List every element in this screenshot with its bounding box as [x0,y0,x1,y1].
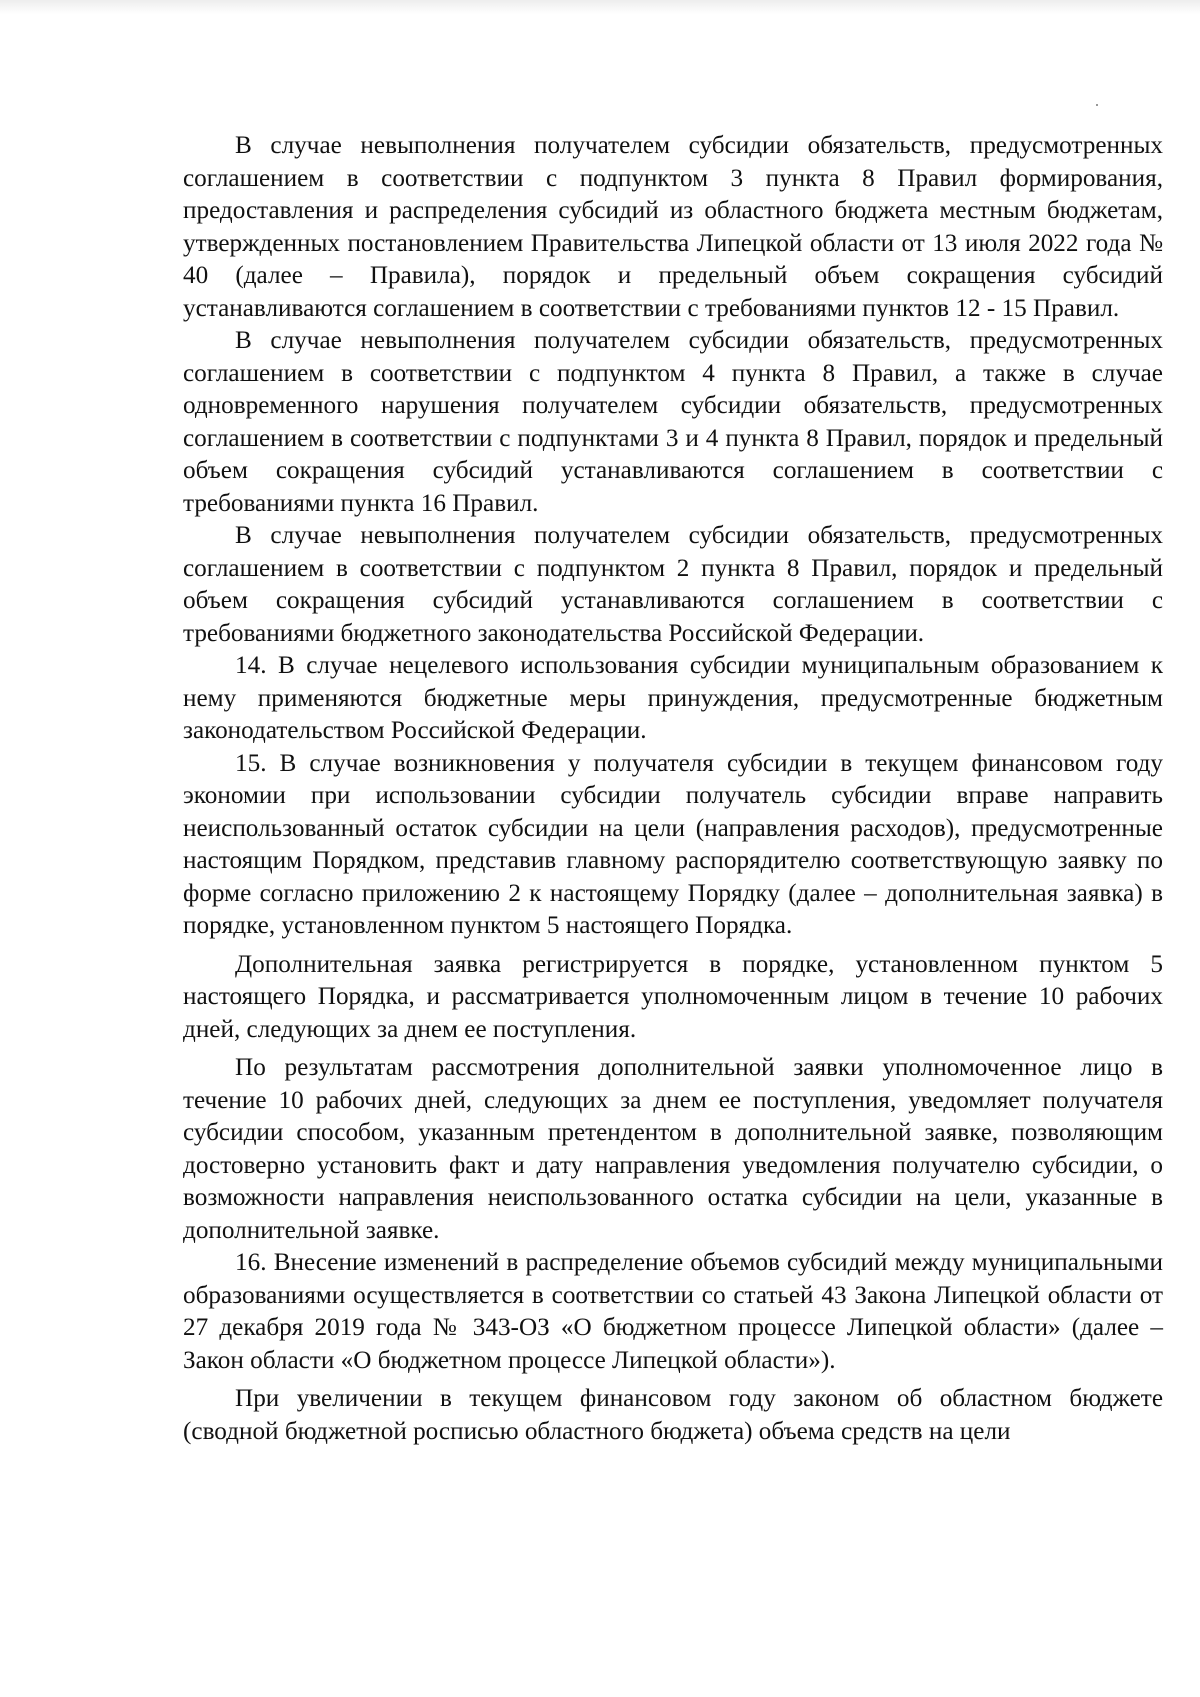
scan-speck [1096,104,1098,106]
paragraph-15: 15. В случае возникновения у получателя субсидии в текущем финансовом году экономии при использовании субсидии получатель субсидии вправе направить неиспользованный остаток субсидии на цели (направления расходов), предусмотренные настоящим Порядком, представив главному распорядителю соответствующую заявку по форме согласно приложению 2 к настоящему Порядку (далее – дополнительная заявка) в порядке, установленном пунктом 5 настоящего Порядка. [183,749,1163,939]
scan-top-edge [0,0,1200,14]
paragraph-14: 14. В случае нецелевого использования субсидии муниципальным образованием к нему применяются бюджетные меры принуждения, предусмотренные бюджетным законодательством Российской Федерации. [183,652,1163,744]
document-page [183,130,1163,1448]
paragraph-15-review-result: По результатам рассмотрения дополнительной заявки уполномоченное лицо в течение 10 рабочих дней, следующих за днем ее поступления, уведомляет получателя субсидии способом, указанным претендентом в дополнительной заявке, позволяющим достоверно установить факт и дату направления уведомления получателю субсидии, о возможности направления неиспользованного остатка субсидии на цели, указанные в дополнительной заявке. [183,1054,1163,1244]
paragraph-16: 16. Внесение изменений в распределение объемов субсидий между муниципальными образованиями осуществляется в соответствии со статьей 43 Закона Липецкой области от 27 декабря 2019 года № 343-ОЗ «О бюджетном процессе Липецкой области» (далее – Закон области «О бюджетном процессе Липецкой области»). [183,1249,1163,1374]
paragraph-15-registration: Дополнительная заявка регистрируется в порядке, установленном пунктом 5 настоящего Порядка, и рассматривается уполномоченным лицом в течение 10 рабочих дней, следующих за днем ее поступления. [183,950,1163,1043]
paragraph-13-cont-1: В случае невыполнения получателем субсидии обязательств, предусмотренных соглашением в соответствии с подпунктом 3 пункта 8 Правил формирования, предоставления и распределения субсидий из областного бюджета местным бюджетам, утвержденных постановлением Правительства Липецкой области от 13 июля 2022 года № 40 (далее – Правила), порядок и предельный объем сокращения субсидий устанавливаются соглашением в соответствии с требованиями пунктов 12 - 15 Правил. [183,132,1163,322]
paragraph-16-increase: При увеличении в текущем финансовом году законом об областном бюджете (сводной бюджетной росписью областного бюджета) объема средств на цели [183,1385,1163,1445]
paragraph-13-cont-2: В случае невыполнения получателем субсидии обязательств, предусмотренных соглашением в соответствии с подпунктом 4 пункта 8 Правил, а также в случае одновременного нарушения получателем субсидии обязательств, предусмотренных соглашением в соответствии с подпунктами 3 и 4 пункта 8 Правил, порядок и предельный объем сокращения субсидий устанавливаются соглашением в соответствии с требованиями пункта 16 Правил. [183,327,1163,517]
paragraph-13-cont-3: В случае невыполнения получателем субсидии обязательств, предусмотренных соглашением в соответствии с подпунктом 2 пункта 8 Правил, порядок и предельный объем сокращения субсидий устанавливаются соглашением в соответствии с требованиями бюджетного законодательства Российской Федерации. [183,522,1163,647]
